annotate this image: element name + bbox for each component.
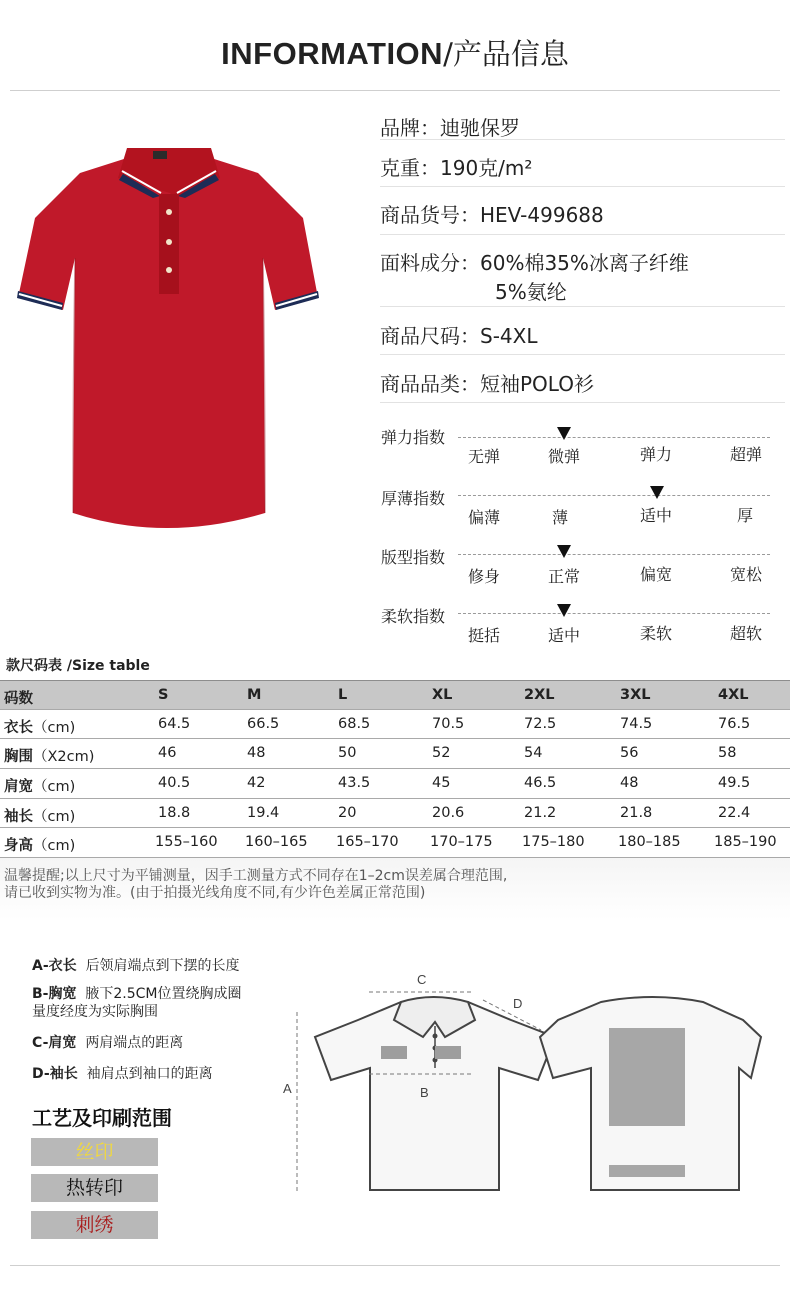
legend-b: B-胸宽 腋下2.5CM位置绕胸成圈 量度经度为实际胸围 [32, 986, 242, 1020]
index-label: 弹力指数 [381, 428, 446, 447]
table-cell: 72.5 [524, 715, 557, 732]
header-cell: M [247, 687, 262, 703]
header-cell: 2XL [524, 687, 555, 703]
table-cell: 18.8 [158, 804, 191, 821]
table-cell: 160–165 [245, 834, 308, 851]
table-cell: 70.5 [432, 715, 465, 732]
index-option: 偏薄 [468, 508, 501, 527]
legend-a: A-衣长 后领肩端点到下摆的长度 [32, 958, 240, 974]
spec-item-number: 商品货号：HEV-499688 [380, 203, 604, 227]
table-cell: 49.5 [718, 775, 751, 792]
row-label: 衣长（cm) [4, 719, 76, 736]
size-table [0, 680, 790, 858]
footer-divider [10, 1265, 780, 1266]
index-option: 厚 [737, 506, 754, 525]
index-option: 薄 [552, 508, 569, 527]
size-note-line1: 温馨提醒;以上尺寸为平铺测量，因手工测量方式不同存在1–2cm误差属合理范围, [4, 868, 508, 884]
table-cell: 76.5 [718, 715, 751, 732]
index-option: 挺括 [468, 626, 501, 645]
index-scale-line [458, 554, 770, 555]
spec-fabric-line2: 5%氨纶 [495, 280, 567, 304]
table-cell: 155–160 [155, 834, 218, 851]
table-cell: 42 [247, 775, 266, 792]
table-cell: 46.5 [524, 775, 557, 792]
spec-divider [380, 354, 785, 355]
index-option: 无弹 [468, 447, 501, 466]
table-cell: 19.4 [247, 804, 280, 821]
spec-brand: 品牌：迪驰保罗 [380, 116, 520, 140]
index-option: 适中 [640, 506, 673, 525]
diagram-label-a: A [283, 1081, 292, 1096]
spec-category: 商品品类：短袖POLO衫 [380, 372, 594, 396]
index-option: 微弹 [548, 447, 581, 466]
table-cell: 64.5 [158, 715, 191, 732]
table-cell: 56 [620, 745, 639, 762]
index-scale-line [458, 495, 770, 496]
polo-shirt-image [15, 138, 320, 543]
table-cell: 48 [247, 745, 266, 762]
table-cell: 54 [524, 745, 543, 762]
table-cell: 175–180 [522, 834, 585, 851]
table-cell: 170–175 [430, 834, 493, 851]
spec-divider [380, 234, 785, 235]
craft-embroidery: 刺绣 [31, 1211, 158, 1239]
index-option: 修身 [468, 567, 501, 586]
header-cell: L [338, 687, 348, 703]
header-cell: 码数 [4, 691, 33, 707]
index-scale-line [458, 613, 770, 614]
diagram-label-b: B [420, 1085, 429, 1100]
table-row [0, 799, 790, 829]
index-option: 正常 [548, 567, 581, 586]
header-cell: 4XL [718, 687, 749, 703]
index-label: 柔软指数 [381, 607, 446, 626]
index-option: 偏宽 [640, 565, 673, 584]
measurement-diagram [283, 960, 773, 1200]
table-cell: 58 [718, 745, 737, 762]
spec-divider [380, 402, 785, 403]
table-row [0, 739, 790, 769]
diagram-label-d: D [513, 996, 523, 1011]
table-cell: 22.4 [718, 804, 751, 821]
selected-arrow-icon [557, 604, 571, 617]
table-cell: 21.2 [524, 804, 557, 821]
spec-divider [380, 306, 785, 307]
index-option: 宽松 [730, 565, 763, 584]
index-option: 超弹 [730, 445, 763, 464]
table-cell: 180–185 [618, 834, 681, 851]
index-option: 柔软 [640, 624, 673, 643]
page-title-cn: /产品信息 [443, 37, 569, 71]
legend-d: D-袖长 袖肩点到袖口的距离 [32, 1066, 213, 1082]
legend-c: C-肩宽 两肩端点的距离 [32, 1035, 184, 1051]
index-option: 适中 [548, 626, 581, 645]
table-cell: 21.8 [620, 804, 653, 821]
spec-divider [380, 139, 785, 140]
spec-fabric [380, 247, 785, 305]
table-cell: 43.5 [338, 775, 371, 792]
index-option: 弹力 [640, 445, 673, 464]
size-note [4, 868, 507, 902]
page-title [0, 32, 790, 73]
size-table-title: 款尺码表 /Size table [6, 658, 150, 674]
table-cell: 20.6 [432, 804, 465, 821]
table-row [0, 710, 790, 740]
header-divider [10, 90, 780, 91]
table-cell: 165–170 [336, 834, 399, 851]
spec-size-range: 商品尺码：S-4XL [380, 324, 538, 348]
index-label: 厚薄指数 [381, 489, 446, 508]
table-cell: 74.5 [620, 715, 653, 732]
index-label: 版型指数 [381, 548, 446, 567]
table-cell: 45 [432, 775, 451, 792]
craft-silk-screen: 丝印 [31, 1138, 158, 1166]
craft-title: 工艺及印刷范围 [32, 1106, 172, 1130]
table-cell: 50 [338, 745, 357, 762]
page-title-en: INFORMATION [221, 36, 444, 71]
selected-arrow-icon [650, 486, 664, 499]
spec-weight: 克重：190克/m² [380, 156, 533, 180]
table-cell: 66.5 [247, 715, 280, 732]
row-label: 袖长（cm) [4, 808, 76, 825]
size-note-line2: 请已收到实物为准。(由于拍摄光线角度不同,有少许色差属正常范围) [4, 885, 426, 901]
size-table-header [0, 680, 790, 710]
header-cell: 3XL [620, 687, 651, 703]
table-cell: 40.5 [158, 775, 191, 792]
row-label: 胸围（X2cm) [4, 749, 95, 766]
table-cell: 52 [432, 745, 451, 762]
spec-fabric-line1: 面料成分：60%棉35%冰离子纤维 [380, 251, 689, 275]
table-row [0, 769, 790, 799]
diagram-label-c: C [417, 972, 427, 987]
header-cell: S [158, 687, 169, 703]
header-cell: XL [432, 687, 453, 703]
row-label: 肩宽（cm) [4, 779, 76, 796]
selected-arrow-icon [557, 545, 571, 558]
table-cell: 46 [158, 745, 177, 762]
table-cell: 68.5 [338, 715, 371, 732]
index-option: 超软 [730, 624, 763, 643]
table-cell: 48 [620, 775, 639, 792]
table-row [0, 828, 790, 858]
row-label: 身高（cm) [4, 838, 76, 855]
table-cell: 20 [338, 804, 357, 821]
selected-arrow-icon [557, 427, 571, 440]
index-scale-line [458, 437, 770, 438]
craft-heat-transfer: 热转印 [31, 1174, 158, 1202]
table-cell: 185–190 [714, 834, 777, 851]
spec-divider [380, 186, 785, 187]
